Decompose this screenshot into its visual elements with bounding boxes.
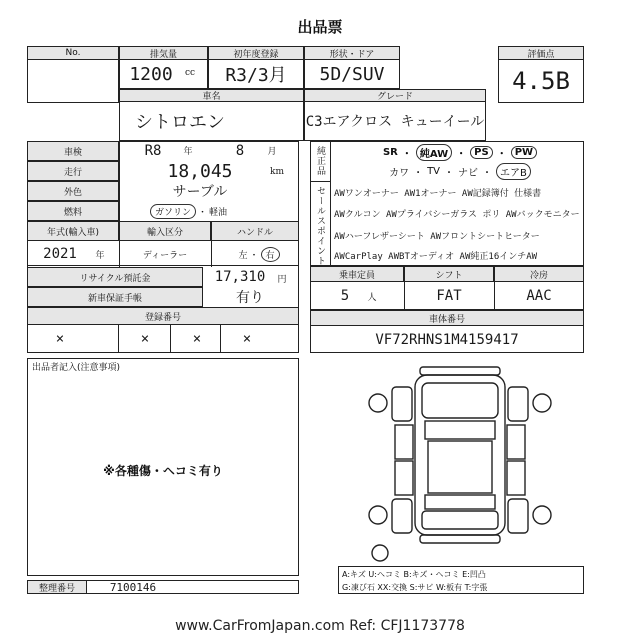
inspection-month: 8 bbox=[235, 143, 245, 159]
right-front-fender bbox=[508, 387, 528, 421]
left-front-fender bbox=[392, 387, 412, 421]
shift-label: シフト bbox=[404, 266, 494, 282]
equip-aw: 純AW bbox=[416, 144, 452, 161]
warranty-value: 有り bbox=[236, 290, 264, 306]
inspection-year: R8 bbox=[144, 143, 162, 159]
equip-ps: PS bbox=[470, 146, 493, 159]
grade-label: グレード bbox=[304, 89, 486, 102]
sales-points-label: セールスポイント bbox=[315, 186, 325, 266]
recycle-value: 17,310 bbox=[214, 269, 266, 285]
steering-options bbox=[222, 243, 296, 265]
windshield bbox=[425, 421, 495, 439]
equip-sep: ・ bbox=[482, 167, 493, 179]
fuel-options bbox=[150, 201, 290, 221]
equipment-label: 純正品 bbox=[315, 146, 325, 176]
equip-sep: ・ bbox=[496, 148, 507, 160]
equipment-row-1 bbox=[340, 143, 580, 161]
first-reg-label: 初年度登録 bbox=[208, 46, 304, 60]
ac-label: 冷房 bbox=[494, 266, 584, 282]
grid-line bbox=[494, 282, 495, 310]
import-label: 輸入区分 bbox=[119, 221, 211, 241]
right-rear-door bbox=[507, 461, 525, 495]
chassis-value: VF72RHNS1M4159417 bbox=[375, 332, 519, 348]
equip-navi: ナビ bbox=[458, 167, 479, 179]
equip-airbag: エアB bbox=[496, 163, 531, 180]
grid-line bbox=[220, 325, 221, 353]
equip-tv: TV bbox=[427, 165, 441, 177]
equip-sep: ・ bbox=[401, 148, 412, 160]
grid-line bbox=[310, 181, 330, 182]
grade-value: C3エアクロス キューイール bbox=[305, 114, 485, 130]
equip-sep: ・ bbox=[413, 167, 424, 179]
inspection-year-unit: 年 bbox=[183, 146, 193, 157]
grid-line bbox=[170, 325, 171, 353]
plate-1: × bbox=[55, 331, 65, 347]
seq-value: 7100146 bbox=[109, 580, 157, 594]
spare-tire bbox=[372, 545, 388, 561]
capacity-value: 5 bbox=[340, 288, 350, 304]
legend-line-2: G:凍び石 XX:交換 S:サビ W:板有 T:字張 bbox=[342, 583, 488, 592]
chassis-label: 車体番号 bbox=[310, 310, 584, 326]
steering-sep: ・ bbox=[249, 250, 259, 261]
model-year-label: 年式(輸入車) bbox=[27, 221, 119, 241]
ac-value: AAC bbox=[526, 288, 552, 304]
shape-label: 形状・ドア bbox=[304, 46, 400, 60]
mileage-label: 走行 bbox=[27, 161, 119, 181]
roof-panel bbox=[428, 441, 492, 493]
steering-label: ハンドル bbox=[211, 221, 299, 241]
footer-ref: www.CarFromJapan.com Ref: CFJ1173778 bbox=[175, 618, 465, 634]
grid-line bbox=[211, 221, 212, 267]
model-year-value: 2021 bbox=[43, 246, 77, 262]
score-value: 4.5B bbox=[512, 67, 570, 95]
wheel-front-right bbox=[533, 394, 551, 412]
wheel-rear-right bbox=[533, 506, 551, 524]
mileage-unit: km bbox=[270, 167, 284, 177]
rear-window bbox=[425, 495, 495, 509]
sheet-title: 出品票 bbox=[297, 18, 343, 36]
rear-bumper bbox=[420, 535, 500, 543]
mileage-value: 18,045 bbox=[167, 160, 233, 182]
wheel-rear-left bbox=[369, 506, 387, 524]
hood-panel bbox=[422, 383, 498, 418]
capacity-unit: 人 bbox=[367, 292, 377, 303]
front-bumper bbox=[420, 367, 500, 375]
displacement-value: 1200 bbox=[129, 63, 173, 85]
left-rear-fender bbox=[392, 499, 412, 533]
right-rear-fender bbox=[508, 499, 528, 533]
maker-label: 車名 bbox=[119, 89, 304, 102]
displacement-unit: cc bbox=[184, 68, 196, 78]
grid-line bbox=[330, 141, 331, 266]
fuel-gas: ガソリン bbox=[150, 204, 196, 219]
trunk-panel bbox=[422, 511, 498, 529]
wheel-front-left bbox=[369, 394, 387, 412]
capacity-label: 乗車定員 bbox=[310, 266, 404, 282]
no-label: No. bbox=[27, 46, 119, 60]
plate-4: × bbox=[242, 331, 252, 347]
car-diagram bbox=[360, 365, 560, 565]
first-reg-value: R3/3月 bbox=[225, 65, 287, 86]
import-value: ディーラー bbox=[142, 250, 188, 261]
equipment-row-2 bbox=[340, 162, 580, 180]
equip-pw: PW bbox=[511, 146, 537, 159]
steering-left: 左 bbox=[238, 250, 248, 261]
shape-value: 5D/SUV bbox=[319, 63, 385, 85]
sales-point-line-3: AWハーフレザーシート AWフロントシートヒーター bbox=[334, 231, 540, 242]
equip-sep: ・ bbox=[456, 148, 467, 160]
model-year-unit: 年 bbox=[95, 250, 105, 261]
sales-point-line-2: AWクルコン AWプライバシーガラス ポリ AWバックモニター bbox=[334, 209, 580, 220]
displacement-label: 排気量 bbox=[119, 46, 208, 60]
notes-text: ※各種傷・ヘコミ有り bbox=[103, 464, 223, 478]
color-value: サーブル bbox=[172, 184, 228, 200]
inspection-label: 車検 bbox=[27, 141, 119, 161]
plate-label: 登録番号 bbox=[27, 307, 299, 325]
steering-right: 右 bbox=[261, 247, 280, 262]
right-front-door bbox=[507, 425, 525, 459]
recycle-unit: 円 bbox=[277, 274, 287, 285]
grid-line bbox=[118, 325, 119, 353]
score-label: 評価点 bbox=[498, 46, 584, 60]
fuel-diesel: 軽油 bbox=[209, 207, 228, 218]
sales-point-line-1: AWワンオーナー AW1オーナー AW記録簿付 仕様書 bbox=[334, 188, 542, 199]
fuel-label: 燃料 bbox=[27, 201, 119, 221]
legend-line-1: A:キズ U:ヘコミ B:キズ・ヘコミ E:凹凸 bbox=[342, 570, 486, 579]
shift-value: FAT bbox=[436, 288, 462, 304]
grid-line bbox=[119, 141, 120, 267]
equip-sr: SR bbox=[382, 146, 398, 158]
grid-line bbox=[27, 265, 299, 266]
equip-sep: ・ bbox=[444, 167, 455, 179]
plate-3: × bbox=[192, 331, 202, 347]
left-rear-door bbox=[395, 461, 413, 495]
color-label: 外色 bbox=[27, 181, 119, 201]
notes-label: 出品者記入(注意事項) bbox=[32, 363, 121, 373]
plate-2: × bbox=[140, 331, 150, 347]
left-front-door bbox=[395, 425, 413, 459]
warranty-label: 新車保証手帳 bbox=[27, 287, 203, 307]
recycle-label: リサイクル預託金 bbox=[27, 267, 203, 287]
fuel-sep: ・ bbox=[198, 207, 208, 218]
inspection-month-unit: 月 bbox=[267, 146, 277, 157]
maker-value: シトロエン bbox=[135, 112, 225, 133]
grid-line bbox=[404, 282, 405, 310]
equip-leather: カワ bbox=[389, 167, 410, 179]
seq-label: 整理番号 bbox=[27, 580, 87, 594]
sales-point-line-4: AWCarPlay AWBTオーディオ AW純正16インチAW bbox=[334, 251, 538, 262]
